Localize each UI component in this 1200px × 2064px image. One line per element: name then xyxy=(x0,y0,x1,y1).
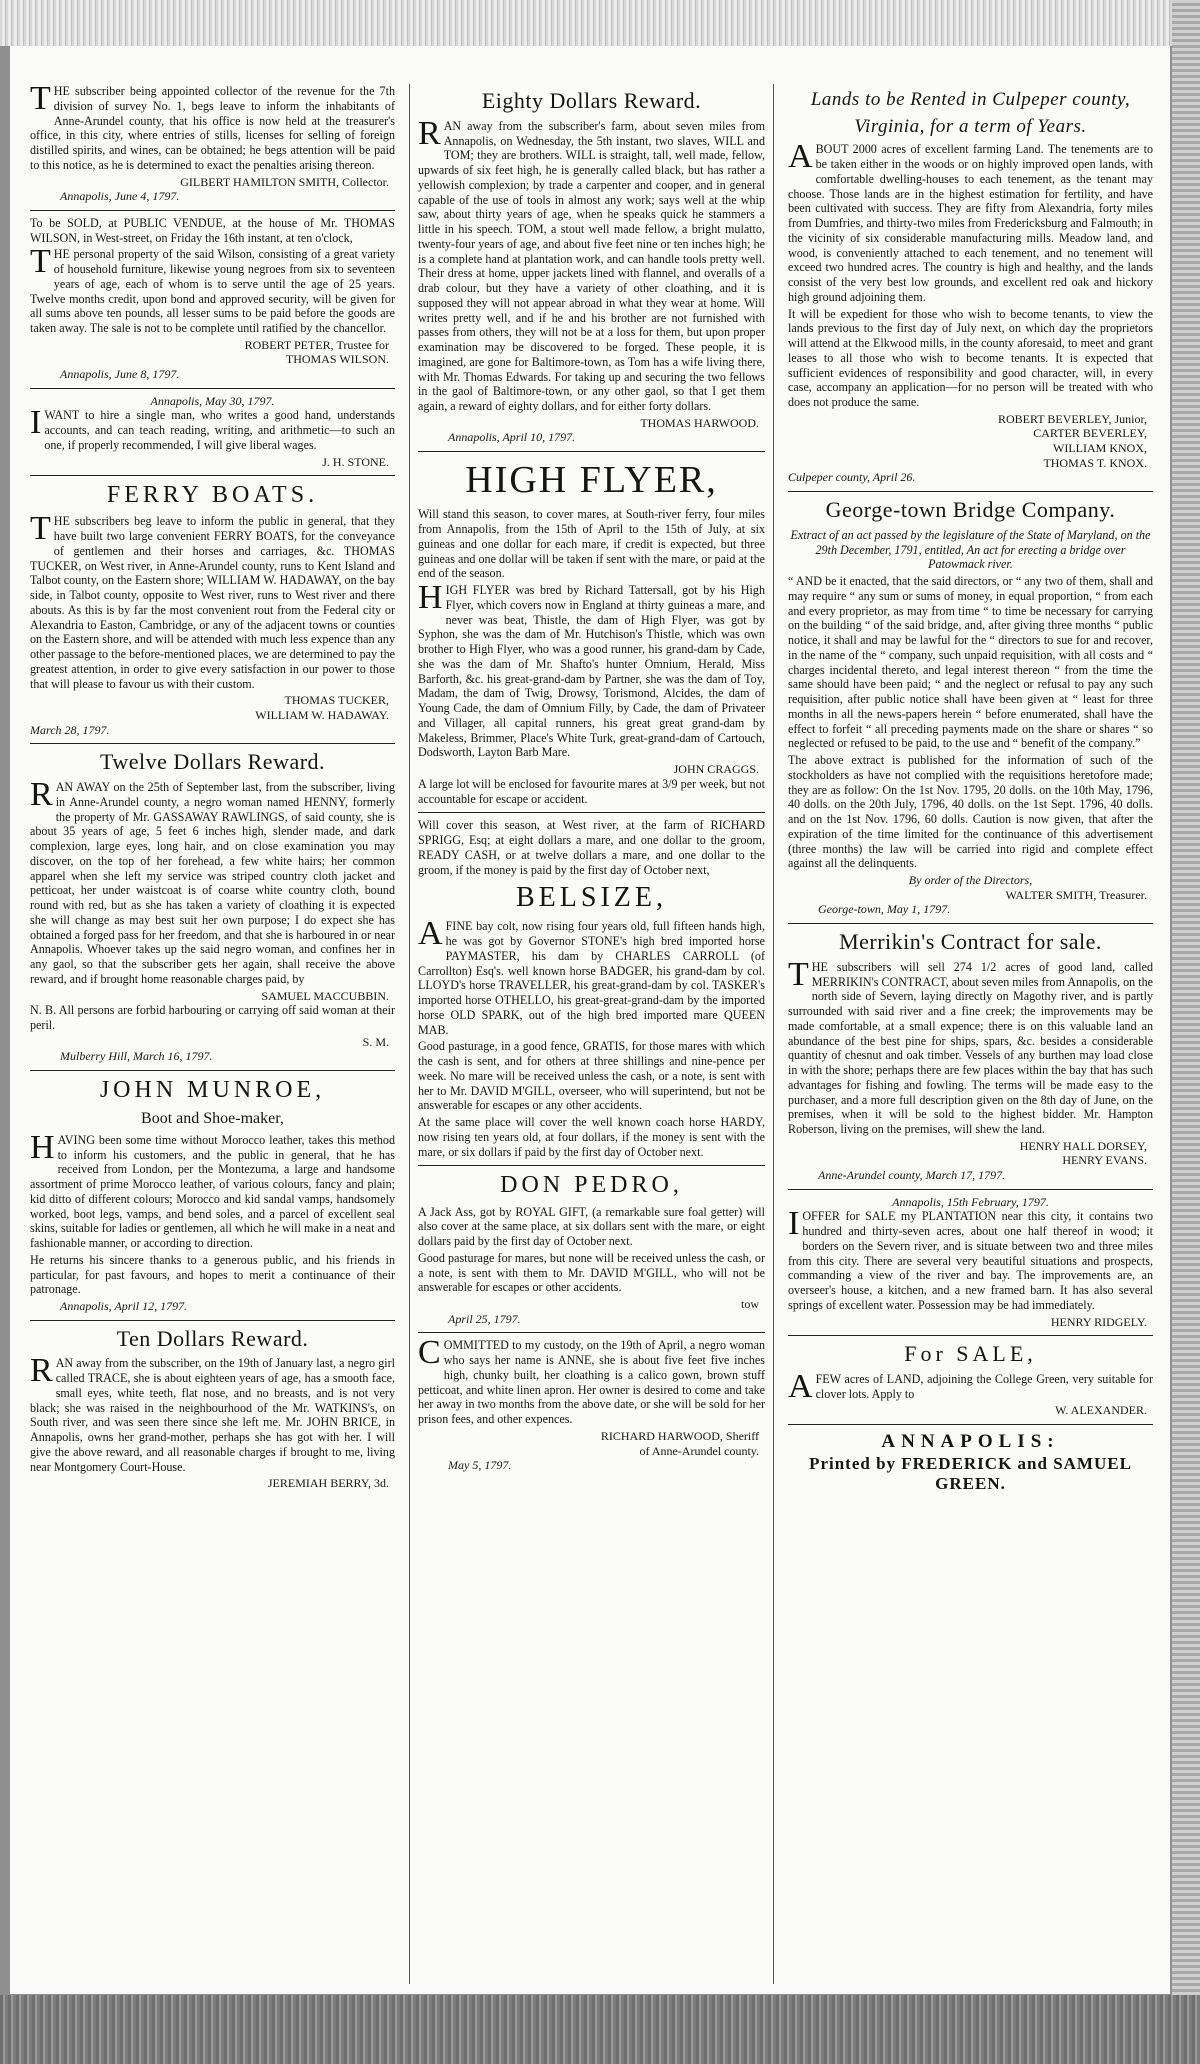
scan-border-right xyxy=(1172,0,1200,2064)
ad-place: Annapolis, June 4, 1797. xyxy=(60,189,180,204)
ad-text: RAN away from the subscriber's farm, about seven miles from Annapolis, on Wednesday, the 5th instant, two slaves, WILL and TOM; they are brothers. WILL is straight, tall, well made, fellow, upwards of six feet high, he is generally called black, but has rather a yellowish complexion; by trade a carpenter and cooper, and in general capable of the use of tools in almost any work; says well at the whip saw, about thirty years of age, when he speaks quick he stammers a little in his speech. TOM, a stout well made fellow, a bright mulatto, twenty-four years of age, and about five feet nine or ten inches high; he is a complete hand at plantation work, and can handle tools pretty well. Their dress at home, upper jackets lined with flannel, and overalls of a drab colour, but they have a variety of other cloathing, and it is supposed they will not appear abroad in what they wear at home. Will writes pretty well, and if he and his brother are not furnished with passes from others, they will not be at a loss for them, but upon proper examination may be discovered to be forged. These people, it is imagined, are gone for Baltimore-town, as Tom has a wife living there, with Mr. Thomas Edwards. For taking up and securing the two fellows in the gaol of Baltimore-town, or any other gaol, so that I get them again, a reward of eighty dollars, and for either forty dollars. xyxy=(418,114,765,414)
ad-text: The above extract is published for the information of such of the stockholders as have not complied with the requisitions heretofore made; they are as follow: On the 1st Nov. 1795, 20 dolls. on the 10th May, 1796, 40 dolls. on the 20th July, 1796, 40 dolls. on the 1st Sept. 1796, 40 dolls. and on the 1st Nov. 1796, 60 dolls. Caution is now given, that after the expiration of the time limited for the continuance of this advertisement (three months) the law will be carried into rigid and complete effect against all the delinquents. xyxy=(788,753,1153,871)
ad-place: March 28, 1797. xyxy=(30,722,110,737)
ad-heading: BELSIZE, xyxy=(516,882,667,914)
ad-place: April 25, 1797. xyxy=(448,1311,521,1326)
ad-place: Annapolis, April 10, 1797. xyxy=(448,430,576,445)
ad-signature: CARTER BEVERLEY, xyxy=(1033,426,1147,441)
ad-signature: JOHN CRAGGS. xyxy=(673,762,759,777)
ad-signature: of Anne-Arundel county. xyxy=(639,1443,759,1458)
printer-imprint xyxy=(788,1431,1153,1495)
ad-want-to-hire xyxy=(30,394,395,470)
ad-john-munroe xyxy=(30,1076,395,1314)
ad-text: ABOUT 2000 acres of excellent farming Land. The tenements are to be taken either in the woods or on highly improved open lands, with comfortable dwelling-houses to each tenement, as the tenant may choose. Those lands are in the highest estimation for fertility, and have been cultivated with success. They are fifty from Alexandria, forty miles from Dumfries, and thirty-two miles from Fredericksburg and Falmouth; in the vicinity of six considerable manufacturing mills. Meadow land, and wood, is conveniently attached to each tenement, and no tenement will exceed two hundred acres. The country is high and healthy, and the lands consist of the very best low grounds, and excellent red oak and hickory high ground adjoining them. xyxy=(788,138,1153,304)
ad-text: AFEW acres of LAND, adjoining the College Green, very suitable for clover lots. Apply to xyxy=(788,1367,1153,1405)
column-rule xyxy=(788,491,1153,492)
column-rule xyxy=(30,1070,395,1071)
column-rule xyxy=(418,1165,765,1166)
column-rule xyxy=(788,1335,1153,1336)
ad-ferry-boats xyxy=(30,481,395,737)
column-rule xyxy=(418,1332,765,1333)
ad-signature: THOMAS T. KNOX. xyxy=(1043,455,1147,470)
ad-text: HAVING been some time without Morocco leather, takes this method to inform his customers, and the public in general, that he has received from London, per the Montezuma, a large and handsome assortment of prime Morocco leather, of various colours, fancy and plain; kid ditto of different colours; Morocco and kid sandal vamps, handsomely worked, boot legs, vamps, and bend soles, and a parcel of excellent seal skins, suitable for ladies or gentlemen, all which he will make in a neat and fashionable manner, or according to direction. xyxy=(30,1128,395,1250)
ad-collector-notice xyxy=(30,84,395,204)
ad-heading: FERRY BOATS. xyxy=(106,482,319,509)
ad-heading: DON PEDRO, xyxy=(500,1172,683,1199)
ad-text: It will be expedient for those who wish to become tenants, to view the lands previous to the first day of July next, on which day the proprietors will attend at the Elkwood mills, in the county aforesaid, to meet and grant leases to all those who wish to become tenants. It is expected that sufficient evidences of responsibility and good character, will, in every case, accompany an application—for no person will be treated with who does not produce the same. xyxy=(788,306,1153,410)
ad-by-order: By order of the Directors, xyxy=(908,873,1033,888)
ad-place: Culpeper county, April 26. xyxy=(788,470,916,485)
ad-merrikins-contract xyxy=(788,929,1153,1183)
ad-don-pedro xyxy=(418,1171,765,1326)
ad-heading: George-town Bridge Company. xyxy=(825,496,1116,522)
ad-place: Mulberry Hill, March 16, 1797. xyxy=(60,1049,213,1064)
column-rule xyxy=(418,451,765,452)
column-left xyxy=(30,84,395,1984)
ad-text: THE subscribers beg leave to inform the public in general, that they have built two large convenient FERRY BOATS, for the conveyance of gentlemen and their horses and carriages, &c. THOMAS TUCKER, on West river, in Anne-Arundel county, runs to Kent Island and Talbot county, on the Eastern shore; WILLIAM W. HADAWAY, on the bay side, in Talbot county, opposite to West river, runs to West river and there abouts. As this is by far the most convenient rout from the Federal city or Alexandria to Easton, Cambridge, or any of the adjacent towns or counties on the Eastern shore, and will be attended with much less expence than any other passage to the before-mentioned places, we are determined to pay the greatest attention, in order to give every satisfaction in our power to those that will please to favour us with their custom. xyxy=(30,510,395,691)
ad-extract: Extract of an act passed by the legislature of the State of Maryland, on the 29th December, 1791, entitled, An act for erecting a bridge over Patowmack river. xyxy=(790,527,1151,572)
ad-text: RAN AWAY on the 25th of September last, from the subscriber, living in Anne-Arundel county, a negro woman named HENNY, formerly the property of Mr. GASSAWAY RAWLINGS, of said county, she is about 35 years of age, 5 feet 6 inches high, slender made, and dark complexion, large eyes, long hair, and on close examination you may discover, on the top of her forehead, a few white hairs; her common apparel when she left my service was striped country cloth jacket and petticoat, her under waistcoat is of coarse white country cloth, bound round with red, but as she has taken a variety of cloathing it is expected she will change as may best suit her own purpose; I do expect she has obtained a forged pass for her freedom, and that she is harboured in or near Annapolis. Whoever takes up the said negro woman, and confines her in any gaol, so that the subscriber gets her again, shall receive the above reward, and if brought home reasonable charges paid, by xyxy=(30,776,395,986)
column-right xyxy=(788,84,1153,1984)
ad-signature: ROBERT BEVERLEY, Junior, xyxy=(997,411,1147,426)
ad-signature: HENRY EVANS. xyxy=(1062,1153,1147,1168)
ad-signature: THOMAS WILSON. xyxy=(285,352,389,367)
ad-intro: To be SOLD, at PUBLIC VENDUE, at the house of Mr. THOMAS WILSON, in West-street, on Friday the 16th instant, at ten o'clock, xyxy=(30,215,395,245)
ad-signature: THOMAS HARWOOD. xyxy=(640,415,759,430)
ad-signature: JEREMIAH BERRY, 3d. xyxy=(267,1476,389,1491)
ad-text: IWANT to hire a single man, who writes a good hand, understands accounts, and can teach reading, writing, and arithmetic—to such an one, if properly recommended, I will give liberal wages. xyxy=(30,404,395,452)
ad-place: May 5, 1797. xyxy=(448,1458,512,1473)
ad-heading: Twelve Dollars Reward. xyxy=(99,749,326,775)
ad-text: THE personal property of the said Wilson, consisting of a great variety of household furniture, likewise young negroes from six to seventeen years of age, each of whom is to serve until the age of 25 years. Twelve months credit, upon bond and approved security, will be given for all sums above ten pounds, all lesser sums to be paid before the goods are taken away. The sale is not to be complete until ratified by the chancellor. xyxy=(30,243,395,335)
ad-signature: J. H. STONE. xyxy=(322,454,389,469)
ad-signature: WILLIAM W. HADAWAY. xyxy=(255,708,389,723)
ad-place: Anne-Arundel county, March 17, 1797. xyxy=(818,1168,1006,1182)
ad-signature: ROBERT PETER, Trustee for xyxy=(244,337,389,352)
ad-mark: tow xyxy=(741,1297,759,1312)
ad-text: HIGH FLYER was bred by Richard Tattersall, got by his High Flyer, which covers now in England at thirty guineas a mare, and never was beat, Thistle, the dam of High Flyer, was got by Syphon, she was the dam of Mr. Hutchison's Thistle, which was own brother to High Flyer, who was a good runner, his grand-dam by Cade, she was the dam of Mr. Shafto's hunter Omnium, Herald, Miss Barforth, &c. his great-grand-dam by Partner, she was the dam of Toy, Madam, the dam of Twig, Drowsy, Torismond, Alcides, the dam of Young Cade, the dam of Omnium Filly, by Cade, the dam of Privateer and Villager, all capital runners, his great great grand-dam by Makeless, Brimmer, Place's White Turk, great-grand-dam of Cartouch, Dodsworth, Layton Barb Mare. xyxy=(418,579,765,760)
ad-plantation-sale xyxy=(788,1195,1153,1330)
ad-signature: GILBERT HAMILTON SMITH, Collector. xyxy=(180,174,389,189)
ad-text: COMMITTED to my custody, on the 19th of April, a negro woman who says her name is ANNE, she is about five feet five inches high, chunky built, her cloathing is a calico gown, brown stuff petticoat, and white linen apron. Her owner is desired to come and take her away in two months from the above date, or she will be sold for her prison fees, and other expences. xyxy=(418,1334,765,1427)
ad-heading: Lands to be Rented in Culpeper county, xyxy=(810,89,1131,110)
ad-text: At the same place will cover the well known coach horse HARDY, now rising ten years old, at four dollars, if the money is sent with the mare, or six dollars if paid by the first day of October next. xyxy=(418,1115,765,1159)
imprint-city: ANNAPOLIS: xyxy=(881,1431,1060,1453)
newspaper-page xyxy=(10,46,1170,1994)
ad-text: AFINE bay colt, now rising four years old, full fifteen hands high, he was got by Governor STONE's high bred imported horse PAYMASTER, his dam by CHARLES CARROLL (of Carrollton) Esq's. well known horse BADGER, his grand-dam by col. LLOYD's horse TRAVELLER, his great-grand-dam by col. TASKER's imported horse OTHELLO, his great-great-grand-dam by the imported horse OLD SPARK, out of the high bred imported mare QUEEN MAB. xyxy=(418,915,765,1037)
column-rule xyxy=(788,923,1153,924)
ad-signature: HENRY HALL DORSEY, xyxy=(1019,1138,1147,1153)
ad-subheading: Boot and Shoe-maker, xyxy=(141,1110,284,1128)
ad-heading: HIGH FLYER, xyxy=(465,459,718,502)
ad-signature: WALTER SMITH, Treasurer. xyxy=(1005,887,1147,902)
column-rule xyxy=(30,475,395,476)
imprint-line: Printed by FREDERICK and SAMUEL xyxy=(809,1453,1132,1473)
ad-heading: For SALE, xyxy=(904,1341,1037,1367)
ad-lands-rented xyxy=(788,88,1153,485)
ad-belsize xyxy=(418,818,765,1159)
ad-text: “ AND be it enacted, that the said directors, or “ any two of them, shall and may require “ any sum or sums of money, in equal proportion, “ from each and every proprietor, as may from time “ to time be necessary for carrying on the building “ of the said bridge, and, after giving three months “ public notice, it shall and may be lawful for the “ directors to sue for and recover, in the name of the “ company, such unpaid requisition, with all costs and “ charges incidental thereto, and legal interest thereon “ from the time the same should have been paid; “ and the neglect or refusal to pay any such requisition, after public notice shall have been given at “ least for three months in all the news-papers herein “ before enumerated, shall have the effect to forfeit “ all preceding payments made on the share or shares “ so neglected or refused to be paid, to the use and “ benefit of the company.” xyxy=(788,574,1153,751)
ad-signature: W. ALEXANDER. xyxy=(1055,1403,1147,1418)
column-rule xyxy=(30,1320,395,1321)
column-middle xyxy=(409,84,774,1984)
ad-eighty-dollars xyxy=(418,88,765,445)
ad-committed xyxy=(418,1334,765,1473)
ad-heading: JOHN MUNROE, xyxy=(99,1076,326,1103)
ad-for-sale-land xyxy=(788,1341,1153,1418)
ad-twelve-dollars xyxy=(30,749,395,1064)
ad-heading: Merrikin's Contract for sale. xyxy=(839,928,1102,954)
ad-note: A large lot will be enclosed for favourite mares at 3/9 per week, but not accountable for escape or accident. xyxy=(418,776,765,806)
ad-signature: WILLIAM KNOX, xyxy=(1053,441,1147,456)
ad-place: George-town, May 1, 1797. xyxy=(818,902,951,917)
ad-place: Annapolis, April 12, 1797. xyxy=(60,1299,188,1313)
column-rule xyxy=(30,743,395,744)
ad-text: Good pasturage, in a good fence, GRATIS, for those mares with which the cash is sent, and for others at three shillings and nine-pence per week. No mare will be received unless the cash, or a note, is sent with her to Mr. DAVID M'GILL, overseer, who will superintend, but not be answerable for escapes or any other accidents. xyxy=(418,1039,765,1113)
column-rule xyxy=(418,812,765,813)
ad-initials: S. M. xyxy=(362,1034,389,1049)
ad-public-vendue xyxy=(30,216,395,382)
ad-text: A Jack Ass, got by ROYAL GIFT, (a remarkable sure foal getter) will also cover at the same place, at six dollars sent with the mare, or eight dollars paid by the first day of October next. xyxy=(418,1204,765,1249)
ad-ten-dollars xyxy=(30,1326,395,1491)
ad-heading: Virginia, for a term of Years. xyxy=(854,116,1087,138)
ad-note: N. B. All persons are forbid harbouring or carrying off said woman at their peril. xyxy=(30,1003,395,1032)
ad-signature: THOMAS TUCKER, xyxy=(284,693,389,708)
ad-heading: Eighty Dollars Reward. xyxy=(481,88,702,113)
ad-georgetown-bridge xyxy=(788,497,1153,917)
scan-border-top xyxy=(0,0,1200,46)
column-rule xyxy=(788,1424,1153,1425)
ad-signature: RICHARD HARWOOD, Sheriff xyxy=(600,1428,759,1443)
ad-intro: Will stand this season, to cover mares, at South-river ferry, four miles from Annapolis, from the 15th of April to the 15th of July, at six guineas and one dollar for each mare, if credit is expected, but three guineas and one dollar will be taken if sent with the mare, or paid at the end of the season. xyxy=(418,507,765,581)
ad-heading: Ten Dollars Reward. xyxy=(116,1325,309,1351)
column-rule xyxy=(30,388,395,389)
scan-border-bottom xyxy=(0,1995,1200,2064)
ad-intro: Will cover this season, at West river, at the farm of RICHARD SPRIGG, Esq; at eight dollars a mare, and one dollar to the groom, READY CASH, or at twelve dollars a mare, and one dollar to the groom, if the money is paid by the first day of October next, xyxy=(418,818,765,877)
ad-text: He returns his sincere thanks to a generous public, and his friends in particular, for past favours, and hopes to merit a continuance of their patronage. xyxy=(30,1252,395,1297)
ad-text: THE subscribers will sell 274 1/2 acres of good land, called MERRIKIN's CONTRACT, about seven miles from Annapolis, on the north side of Severn, laying directly on Magothy river, and is partly surrounded with said river and a fine creek; the improvements may be made comfortable, at a small expence; there is on this valuable land an abundance of the best pine for ships, spars, &c. besides a considerable quantity of chesnut and oak timber. Vessels of any burthen may load close in with the shore; perhaps there are few places within the bay that has such advantages for fishing and fowling. The terms will be made easy to the purchaser, and a more full description given on the 8th day of June, on the premises, when it will be sold to the highest bidder. Mr. Hampton Roberson, living on the premises, will shew the land. xyxy=(788,955,1153,1136)
ad-dateline: Annapolis, 15th February, 1797. xyxy=(892,1194,1049,1209)
ad-place: Annapolis, June 8, 1797. xyxy=(60,367,180,381)
ad-text: IOFFER for SALE my PLANTATION near this city, it contains two hundred and thirty-seven acres, about one half thereof in wood; it borders on the Severn river, and is situate between two and three miles from this city. There are several very beautiful situations and prospects, commanding a view of the river and bay. The improvements are, an overseer's house, a kitchen, and a new framed barn. It has also several springs of excellent water. Possession may be had immediately. xyxy=(788,1205,1153,1312)
ad-text: THE subscriber being appointed collector of the revenue for the 7th division of survey No. 1, begs leave to inform the inhabitants of Anne-Arundel county, that his office is now held at the treasurer's office, in this city, where entries of stills, licenses for selling of foreign distilled spirits, and wines, can be obtained; he begs attention will be paid to this notice, as he is determined to exact the penalties arising thereon. xyxy=(30,84,395,172)
ad-text: Good pasturage for mares, but none will be received unless the cash, or a note, is sent with them to Mr. DAVID M'GILL, who will not be answerable for escapes or other accidents. xyxy=(418,1250,765,1295)
ad-high-flyer xyxy=(418,457,765,806)
column-rule xyxy=(30,210,395,211)
ad-dateline: Annapolis, May 30, 1797. xyxy=(150,393,275,408)
imprint-line: GREEN. xyxy=(935,1474,1006,1494)
column-rule xyxy=(788,1189,1153,1190)
ad-signature: HENRY RIDGELY. xyxy=(1050,1314,1147,1329)
ad-text: RAN away from the subscriber, on the 19th of January last, a negro girl called TRACE, she is about eighteen years of age, has a smooth face, small eyes, white teeth, flat nose, and no breasts, and is not very black; she was raised in the neighbourhood of the Mr. WATKINS's, on South river, and was seen there since she left me. Mr. JOHN BRICE, in Annapolis, owns her grand-mother, perhaps she has got with her. I will give the above reward, and all reasonable charges if brought to me, living near Montgomery Court-House. xyxy=(30,1352,395,1474)
ad-signature: SAMUEL MACCUBBIN. xyxy=(261,988,389,1003)
